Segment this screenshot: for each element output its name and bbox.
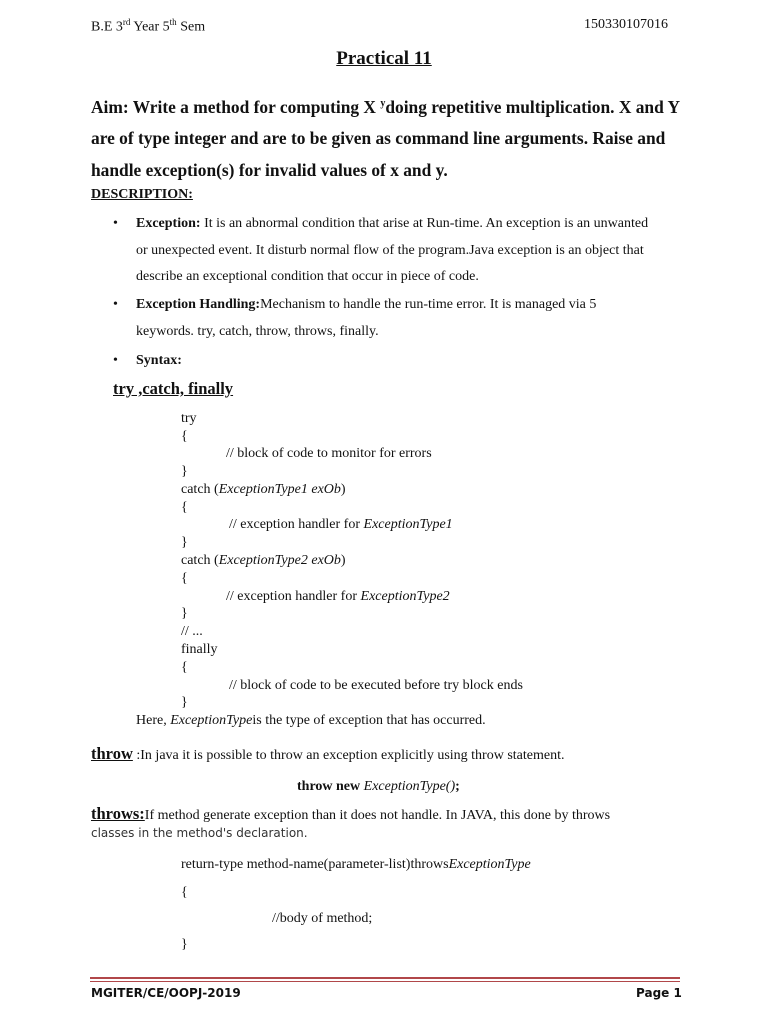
- code-brace-open: {: [181, 571, 188, 586]
- code-brace-close: }: [181, 695, 188, 710]
- code-brace-open: {: [181, 429, 188, 444]
- bullet-dot: •: [113, 216, 118, 231]
- page-title: Practical 11: [336, 48, 432, 69]
- code-catch1: catch (ExceptionType1 exOb): [181, 482, 346, 497]
- code-catch2: catch (ExceptionType2 exOb): [181, 553, 346, 568]
- code-brace-close: }: [181, 937, 188, 952]
- code-brace-close: }: [181, 535, 188, 550]
- code-brace-close: }: [181, 464, 188, 479]
- code-try: try: [181, 411, 197, 426]
- footer-rule: [90, 981, 680, 982]
- code-comment: // block of code to monitor for errors: [226, 446, 432, 461]
- throw-statement: throw new ExceptionType();: [297, 779, 460, 794]
- try-catch-finally-heading: try ,catch, finally: [113, 379, 234, 398]
- throws-line: throws:If method generate exception than it does not handle. In JAVA, this done by throws: [91, 804, 611, 823]
- code-comment: //body of method;: [272, 911, 373, 926]
- code-brace-open: {: [181, 500, 188, 515]
- bullet-dot: •: [113, 353, 118, 368]
- code-ellipsis: // ...: [181, 624, 203, 639]
- page-number: Page 1: [636, 986, 682, 1000]
- code-finally: finally: [181, 642, 218, 657]
- code-brace-open: {: [181, 885, 188, 900]
- header-left: B.E 3rd Year 5th Sem: [91, 17, 206, 35]
- aim-paragraph: Aim: Write a method for computing X $^y$doing repetitive multiplication. X and Y are of type integer and are to be given as command line arguments. Raise and handle exception(s) for invalid values of x and y.: [91, 96, 680, 180]
- header-right: 150330107016: [584, 17, 668, 32]
- throws-line-continued: classes in the method's declaration.: [91, 826, 308, 840]
- code-comment: // block of code to be executed before try block ends: [229, 678, 523, 693]
- description-heading: DESCRIPTION:: [91, 187, 193, 202]
- bullet-syntax: Syntax:: [136, 353, 182, 368]
- bullet-dot: •: [113, 297, 118, 312]
- footer-left: MGITER/CE/OOPJ-2019: [91, 986, 241, 1000]
- bullet-exception: Exception: It is an abnormal condition that arise at Run-time. An exception is an unwanted or unexpected event. It disturb normal flow of the program.Java exception is an object that describe an exceptional condition that occur in piece of code.: [136, 216, 649, 284]
- throw-line: throw :In java it is possible to throw an exception explicitly using throw statement.: [91, 744, 565, 763]
- code-brace-close: }: [181, 606, 188, 621]
- footer-rule: [90, 977, 680, 979]
- exception-type-note: Here, ExceptionTypeis the type of exception that has occurred.: [136, 713, 486, 728]
- code-comment: // exception handler for ExceptionType2: [226, 589, 450, 604]
- bullet-exception-handling: Exception Handling:Mechanism to handle the run-time error. It is managed via 5 keywords. try, catch, throw, throws, finally.: [136, 297, 597, 339]
- code-comment: // exception handler for ExceptionType1: [229, 517, 453, 532]
- code-brace-open: {: [181, 660, 188, 675]
- method-signature: return-type method-name(parameter-list)throwsExceptionType: [181, 857, 531, 872]
